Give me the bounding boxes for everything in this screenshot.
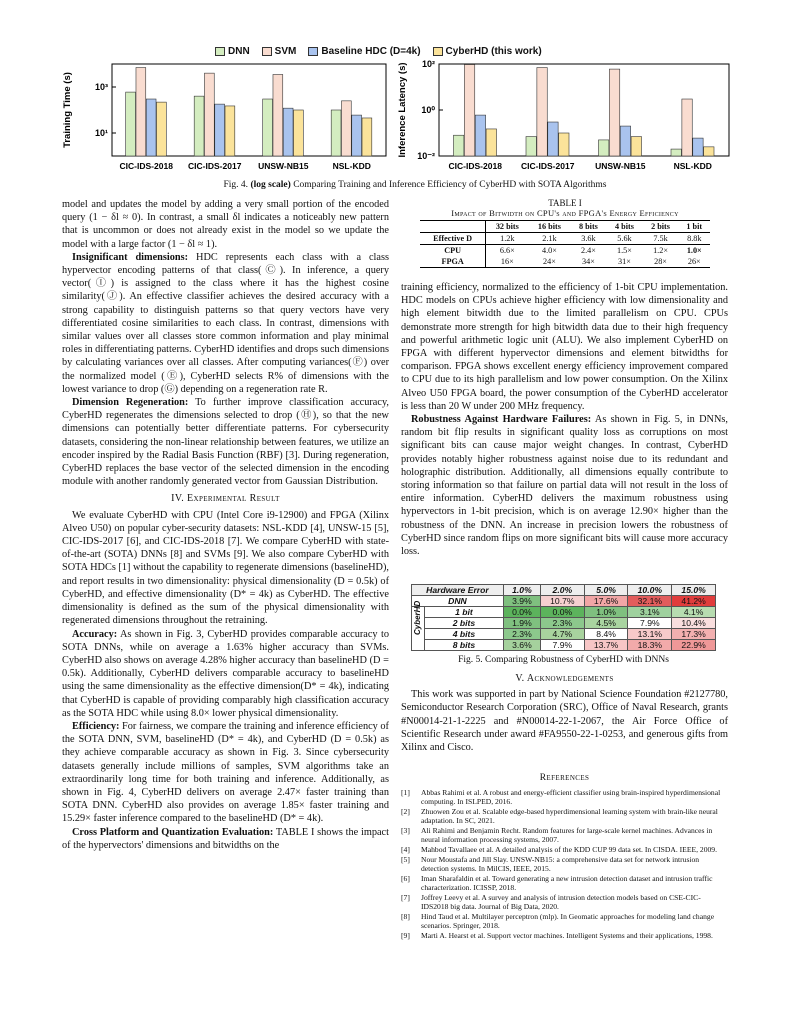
row-label: DNN bbox=[412, 596, 504, 607]
bar-svm bbox=[136, 68, 146, 156]
paragraph: Robustness Against Hardware Failures: As shown in Fig. 5, in DNNs, random bit flip results in significant quality loss as corruptions on most significant bits can cause major weight changes. In contrast, CyberHD provides notably higher robustness against noise due to its redundant and holographic distribution. Additionally, all dimensions equally contribute to storing information so that failure on partial data will not result in the loss of entire information. CyberHD delivers the maximum robustness using hypervectors in 1-bit precision, which is on average 12.90× higher than the robustness of the DNN. An increase in precision lowers the robustness of CyberHD since random flips on more significant bits will cause more accuracy loss. bbox=[401, 414, 728, 558]
x-tick-label: NSL-KDD bbox=[332, 161, 371, 171]
section-heading: V. Acknowledgements bbox=[515, 673, 614, 684]
reference-number: [6] bbox=[401, 874, 410, 883]
row-label: 1 bit bbox=[425, 607, 504, 618]
bar-dnn bbox=[599, 140, 609, 156]
reference-number: [9] bbox=[401, 931, 410, 940]
paragraph: training efficiency, normalized to the efficiency of 1-bit CPU implementation. HDC models on CPUs achieve higher efficiency with low dimensionality and high element bitwidth due to the limited parallelism on CPU. CPUs demonstrate more strength for high bitwidth data due to their high frequency and powerful arithmetic logic unit (ALU). We also implement CyberHD on FPGA with different hypervector dimensions and element bitwidths for comparison. FPGA shows excellent energy efficiency improvement compared to CPU due to its high parallelism and low power consumption. On the Xilinx Alveo U50 FPGA board, the power consumption of the CyberHD accelerator is less than 20 W under 200 MHz frequency. bbox=[401, 282, 728, 412]
column-header: 1.0% bbox=[503, 585, 540, 596]
bar-svm bbox=[609, 69, 619, 156]
reference-item bbox=[401, 931, 728, 940]
bar-baseline-hdc-d-4k bbox=[215, 104, 225, 156]
bar-svm bbox=[464, 65, 474, 156]
bar-svm bbox=[537, 68, 547, 156]
reference-item bbox=[401, 845, 728, 854]
table-cell: 10.7% bbox=[540, 596, 584, 607]
legend-item-svm bbox=[262, 46, 297, 57]
legend-swatch-baseline bbox=[308, 47, 318, 56]
reference-number: [8] bbox=[401, 912, 410, 921]
table-cell: 4.5% bbox=[584, 618, 628, 629]
bar-svm bbox=[204, 73, 214, 156]
bitwidth-table bbox=[420, 220, 710, 268]
column-header: 15.0% bbox=[672, 585, 716, 596]
table-cell: 7.9% bbox=[628, 618, 672, 629]
table-cell: 0.0% bbox=[503, 607, 540, 618]
table-row bbox=[412, 618, 716, 629]
y-tick-label: 10² bbox=[421, 60, 435, 69]
table-cell: 1.0% bbox=[584, 607, 628, 618]
robustness-table bbox=[411, 584, 716, 651]
y-axis-label: Inference Latency (s) bbox=[397, 62, 408, 158]
x-tick-label: CIC-IDS-2018 bbox=[119, 161, 173, 171]
reference-text: Ali Rahimi and Benjamin Recht. Random features for large-scale kernel machines. Advances in neural information processing systems, 2007. bbox=[421, 826, 713, 844]
row-label: 2 bits bbox=[425, 618, 504, 629]
x-tick-label: UNSW-NB15 bbox=[595, 161, 646, 171]
paragraph: Insignificant dimensions: HDC represents each class with a class hypervector encoding patterns of that class(Ⓒ). In inference, a query vector(Ⓘ) is assigned to the class where it has the highest cosine similarity(Ⓙ). An effective classifier achieves the desired accuracy with a strong capability to distinguish patterns so that query vectors have very differentiated cosine similarities to each class. In contrast, dimensions with similar values over all classes store common information and play minimal roles in differentiating patterns. CyberHD identifies and drops such dimensions by calculating variances over all classes. After computing variances(Ⓕ) over the normalized model (Ⓔ), CyberHD selects R% of dimensions with the lowest variance to drop (Ⓖ) depending on a regeneration rate R. bbox=[62, 251, 389, 395]
row-group bbox=[412, 600, 425, 651]
table-cell: 3.1% bbox=[628, 607, 672, 618]
x-tick-label: UNSW-NB15 bbox=[258, 161, 309, 171]
bar-cyberhd-this-work bbox=[559, 133, 569, 156]
bar-dnn bbox=[126, 92, 136, 156]
reference-number: [1] bbox=[401, 788, 410, 797]
bar-baseline-hdc-d-4k bbox=[352, 115, 362, 156]
robustness-grid bbox=[411, 584, 716, 651]
table-cell: 32.1% bbox=[628, 596, 672, 607]
reference-item bbox=[401, 807, 728, 825]
table-cell: 2.3% bbox=[540, 618, 584, 629]
bar-baseline-hdc-d-4k bbox=[693, 138, 703, 156]
reference-text: Iman Sharafaldin et al. Toward generating a new intrusion detection dataset and intrusion traffic characterization. ICISSP, 2018. bbox=[421, 874, 713, 892]
paragraph: Cross Platform and Quantization Evaluation: TABLE I shows the impact of the hypervectors' dimensions and bitwidths on the bbox=[62, 826, 389, 851]
table-1 bbox=[420, 198, 710, 268]
figure-legend bbox=[215, 44, 575, 58]
legend-label: SVM bbox=[274, 45, 297, 57]
table-header-row bbox=[412, 585, 716, 596]
table-cell: 13.1% bbox=[628, 629, 672, 640]
legend-swatch-dnn bbox=[215, 47, 225, 56]
bar-cyberhd-this-work bbox=[362, 118, 372, 156]
reference-text: Nour Moustafa and Jill Slay. UNSW-NB15: a comprehensive data set for network intrusion detection systems. In MilCIS, IEEE, 2015. bbox=[421, 855, 700, 873]
y-tick-label: 10⁰ bbox=[421, 105, 435, 115]
x-tick-label: CIC-IDS-2018 bbox=[448, 161, 502, 171]
section-heading: IV. Experimental Result bbox=[171, 493, 280, 505]
table-row bbox=[412, 596, 716, 607]
column-header: 10.0% bbox=[628, 585, 672, 596]
reference-text: Marti A. Hearst et al. Support vector machines. Intelligent Systems and their applications, 1998. bbox=[421, 931, 713, 940]
bar-svm bbox=[682, 99, 692, 156]
reference-item bbox=[401, 855, 728, 873]
table-cell: 10.4% bbox=[672, 618, 716, 629]
references-list bbox=[401, 788, 728, 941]
paragraph: This work was supported in part by National Science Foundation #2127780, Semiconductor Research Corporation (SRC), Office of Naval Research, grants #N00014-21-1-2225 and #N00014-22-1-2067, the Air Force Office of Scientific Research under award #FA9550-22-1-0253, and generous gifts from Xilinx and Cisco. bbox=[401, 689, 728, 754]
table-row bbox=[412, 640, 716, 651]
row-label: 8 bits bbox=[425, 640, 504, 651]
reference-item bbox=[401, 788, 728, 806]
bar-baseline-hdc-d-4k bbox=[475, 115, 485, 156]
x-tick-label: CIC-IDS-2017 bbox=[188, 161, 242, 171]
reference-text: Zhuowen Zou et al. Scalable edge-based hyperdimensional learning system with brain-like neural adaptation. In SC, 2021. bbox=[421, 807, 718, 825]
table-cell: 3.9% bbox=[503, 596, 540, 607]
right-column bbox=[401, 281, 728, 558]
legend-label: CyberHD (this work) bbox=[445, 45, 542, 57]
reference-number: [4] bbox=[401, 845, 410, 854]
table-title: TABLE I bbox=[548, 198, 582, 208]
legend-swatch-cyberhd bbox=[433, 47, 443, 56]
reference-text: Hind Taud et al. Multilayer perceptron (mlp). In Geomatic approaches for modeling land change scenarios. Springer, 2018. bbox=[421, 912, 715, 930]
reference-item bbox=[401, 912, 728, 930]
table-row: FPGA 16× 24× 34× 31× 28× 26× bbox=[420, 256, 710, 268]
paragraph: Accuracy: As shown in Fig. 3, CyberHD provides comparable accuracy to SOTA DNNs, while on average a 1.63% higher accuracy than SVMs. CyberHD also shows on average 4.28% higher accuracy than baselineHD (D = 0.5k). Additionally, CyberHD delivers comparable accuracy to baselineHD using the same dimensionality as the effective dimension(D* = 4k), indicating that CyberHD is capable of providing comparably high classification accuracy as the SOTA HDC while using 8.0× lower physical dimensionality. bbox=[62, 628, 389, 719]
table-cell: 41.2% bbox=[672, 596, 716, 607]
reference-text: Joffrey Leevy et al. A survey and analysis of intrusion detection models based on CSE-CIC-IDS2018 big data. Journal of Big Data, 2020. bbox=[421, 893, 701, 911]
bar-dnn bbox=[454, 135, 464, 156]
bar-cyberhd-this-work bbox=[225, 106, 235, 156]
legend-item-cyberhd bbox=[433, 46, 542, 57]
bar-cyberhd-this-work bbox=[704, 147, 714, 156]
bar-cyberhd-this-work bbox=[157, 102, 167, 156]
column-header: Hardware Error bbox=[412, 585, 504, 596]
table-cell: 4.7% bbox=[540, 629, 584, 640]
bar-cyberhd-this-work bbox=[294, 110, 304, 156]
x-tick-label: NSL-KDD bbox=[673, 161, 712, 171]
legend-item-baseline bbox=[308, 46, 420, 57]
table-cell: 17.6% bbox=[584, 596, 628, 607]
references-heading: References bbox=[539, 773, 590, 783]
bar-cyberhd-this-work bbox=[631, 137, 641, 156]
x-tick-label: CIC-IDS-2017 bbox=[521, 161, 575, 171]
reference-number: [5] bbox=[401, 855, 410, 864]
training-time-chart bbox=[60, 60, 390, 178]
table-cell: 18.3% bbox=[628, 640, 672, 651]
row-group-label: CyberHD bbox=[413, 600, 422, 635]
bar-dnn bbox=[331, 110, 341, 156]
reference-number: [2] bbox=[401, 807, 410, 816]
bar-svm bbox=[341, 101, 351, 156]
reference-text: Mahbod Tavallaee et al. A detailed analysis of the KDD CUP 99 data set. In CISDA. IEEE, 2009. bbox=[421, 845, 717, 854]
table-cell: 0.0% bbox=[540, 607, 584, 618]
y-axis-label: Training Time (s) bbox=[62, 72, 73, 148]
bar-cyberhd-this-work bbox=[486, 129, 496, 156]
row-label: 4 bits bbox=[425, 629, 504, 640]
bar-baseline-hdc-d-4k bbox=[620, 126, 630, 156]
y-tick-label: 10³ bbox=[94, 82, 108, 92]
table-cell: 4.1% bbox=[672, 607, 716, 618]
reference-text: Abbas Rahimi et al. A robust and energy-efficient classifier using brain-inspired hyperdimensional computing. In ISLPED, 2016. bbox=[421, 788, 721, 806]
table-row bbox=[412, 629, 716, 640]
table-cell: 2.3% bbox=[503, 629, 540, 640]
legend-swatch-svm bbox=[262, 47, 272, 56]
table-cell: 1.9% bbox=[503, 618, 540, 629]
legend-label: DNN bbox=[228, 45, 250, 57]
table-row bbox=[412, 607, 716, 618]
paragraph: model and updates the model by adding a very small portion of the encoded query (1 − δl ≈ 0). In contrast, a small δl indicates a noticeably new pattern that is uncommon or does not already exist in the model so we update the model with a large factor (1 − δl ≈ 1). bbox=[62, 199, 389, 250]
y-tick-label: 10⁻² bbox=[417, 151, 435, 161]
reference-item bbox=[401, 874, 728, 892]
bar-dnn bbox=[526, 137, 536, 156]
paragraph: We evaluate CyberHD with CPU (Intel Core i9-12900) and FPGA (Xilinx Alveo U50) on popular cyber-security datasets: NSL-KDD [4], UNSW-15 [5], CIC-IDS-2017 [6], and CIC-IDS-2018 [7]. We compare CyberHD with state-of-the-art (SOTA) DNNs [8] and SVMs [9]. We also compare CyberHD with SOTA HDCs [1] without the capability to regenerate dimensions (baselineHD), and report results in two dimensionality: physical dimensionality (D = 0.5k) of CyberHD, and effective dimensionality (D* = 4k) as CyberHD. The effective dimensionality is defined as the sum of the physical dimensionality with regenerated dimensions throughout the retraining. bbox=[62, 509, 389, 627]
table-cell: 8.4% bbox=[584, 629, 628, 640]
legend-item-dnn bbox=[215, 46, 250, 57]
bar-dnn bbox=[194, 96, 204, 156]
bar-baseline-hdc-d-4k bbox=[283, 108, 293, 156]
legend-label: Baseline HDC (D=4k) bbox=[321, 45, 421, 57]
table-cell: 22.9% bbox=[672, 640, 716, 651]
column-header: 2.0% bbox=[540, 585, 584, 596]
table-subtitle: Impact of Bitwidth on CPU's and FPGA's Energy Efficiency bbox=[451, 208, 679, 218]
table-cell: 3.6% bbox=[503, 640, 540, 651]
bar-svm bbox=[273, 74, 283, 156]
table-row: Effective D 1.2k 2.1k 3.6k 5.6k 7.5k 8.8k bbox=[420, 233, 710, 245]
reference-item bbox=[401, 893, 728, 911]
y-tick-label: 10¹ bbox=[94, 128, 108, 138]
reference-item bbox=[401, 826, 728, 844]
table-cell: 13.7% bbox=[584, 640, 628, 651]
figure4-caption: Fig. 4. (log scale) Comparing Training and Inference Efficiency of CyberHD with SOTA Algorithms bbox=[223, 180, 607, 190]
table-header-row: 32 bits 16 bits 8 bits 4 bits 2 bits 1 bit bbox=[420, 221, 710, 233]
table-cell: 7.9% bbox=[540, 640, 584, 651]
reference-number: [7] bbox=[401, 893, 410, 902]
bar-baseline-hdc-d-4k bbox=[146, 99, 156, 156]
bar-dnn bbox=[671, 149, 681, 156]
column-header: 5.0% bbox=[584, 585, 628, 596]
acknowledgements bbox=[401, 668, 728, 754]
bar-baseline-hdc-d-4k bbox=[548, 122, 558, 156]
table-row: CPU 6.6× 4.0× 2.4× 1.5× 1.2× 1.0× bbox=[420, 245, 710, 257]
paragraph: Dimension Regeneration: To further improve classification accuracy, CyberHD regenerates the dimensions selected to drop (Ⓗ), so that the new dimensions can potentially better differentiate patterns. For cybersecurity datasets, considering the non-linear relationship between features, we utilize an encoder inspired by the Radial Basis Function (RBF) [3]. During regeneration, CyberHD replaces the base vector of the selected dimension in the encoding module with another randomly generated vector from Gaussian Distribution. bbox=[62, 397, 389, 488]
paragraph: Efficiency: For fairness, we compare the training and inference efficiency of the SOTA DNN, SVM, baselineHD (D* = 4k), and CyberHD (D = 0.5k) as they achieve comparable accuracy as shown in Fig. 3. Since cybersecurity datasets generally include millions of samples, SVM algorithms take an extraordinarily long time for both training and inference. Additionally, as shown in Fig. 4, CyberHD delivers on average 2.47× faster training than SOTA DNN. CyberHD also provides on average 1.85× faster training and 15.29× faster inference compared to the baselineHD (D* = 4k). bbox=[62, 720, 389, 825]
figure5-caption: Fig. 5. Comparing Robustness of CyberHD with DNNs bbox=[458, 655, 669, 665]
reference-number: [3] bbox=[401, 826, 410, 835]
left-column bbox=[62, 198, 389, 852]
bar-dnn bbox=[263, 99, 273, 156]
table-cell: 17.3% bbox=[672, 629, 716, 640]
inference-latency-chart bbox=[395, 60, 735, 178]
